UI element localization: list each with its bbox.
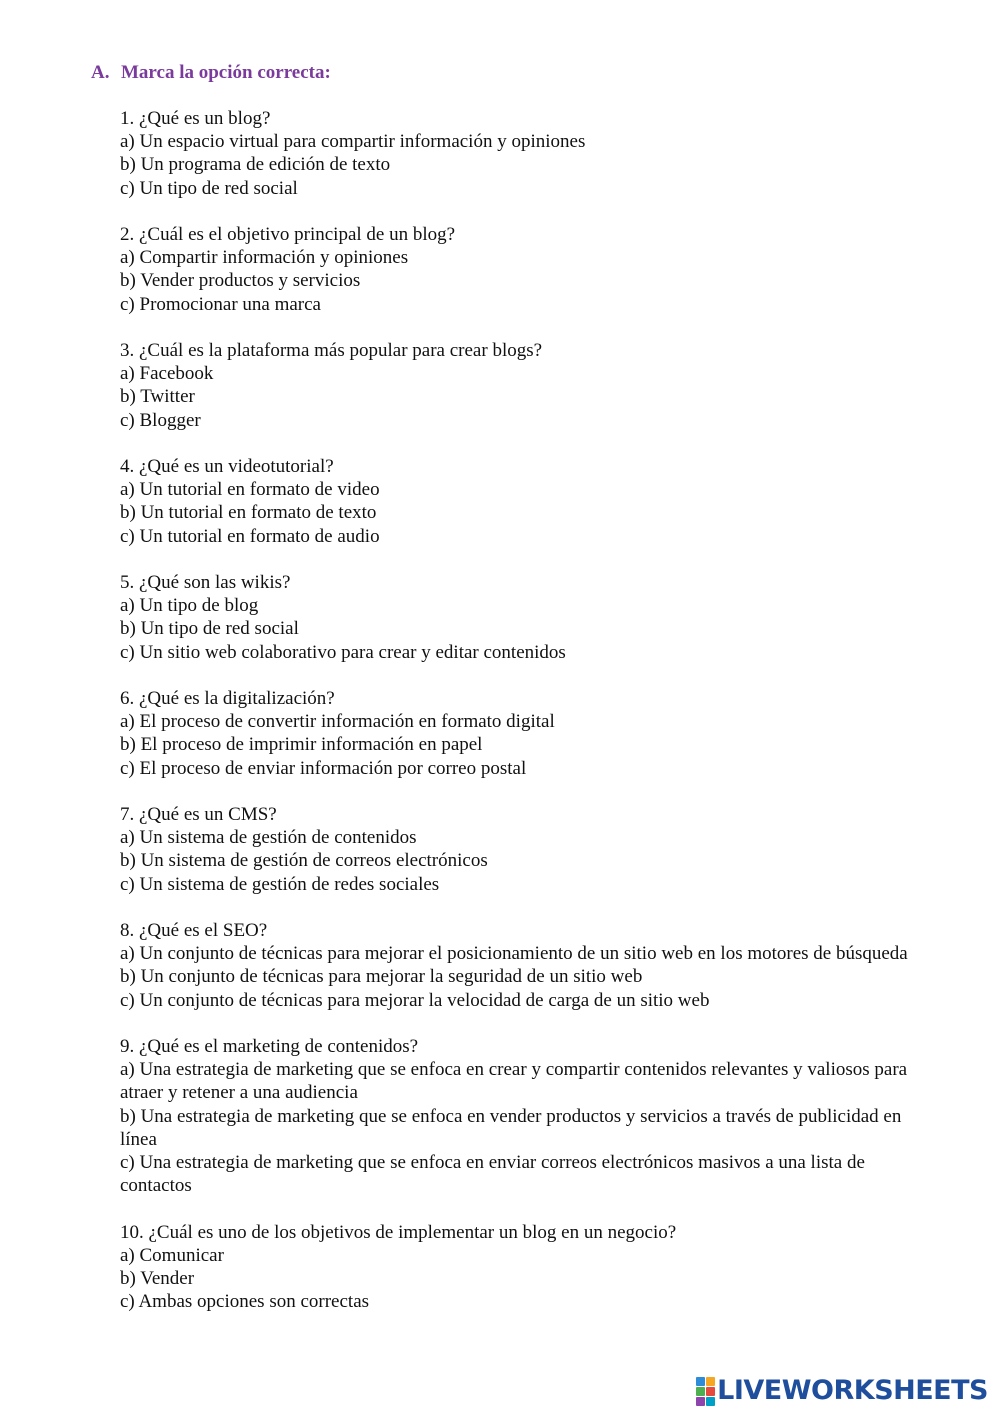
answer-option[interactable]: c) Una estrategia de marketing que se enfoca en enviar correos electrónicos masivos a una lista de contactos [120, 1152, 865, 1197]
answer-option[interactable]: a) Un espacio virtual para compartir información y opiniones [120, 131, 586, 153]
logo-block [696, 1377, 705, 1386]
question-prompt: 5. ¿Qué son las wikis? [120, 572, 291, 593]
answer-option[interactable]: c) El proceso de enviar información por correo postal [120, 757, 527, 779]
answer-option[interactable]: a) El proceso de convertir información en formato digital [120, 711, 555, 733]
answer-option[interactable]: c) Promocionar una marca [120, 293, 321, 315]
logo-text: LIVEWORKSHEETS [717, 1375, 988, 1406]
answer-option[interactable]: c) Blogger [120, 409, 201, 431]
answer-option[interactable]: c) Un tipo de red social [120, 177, 298, 199]
answer-option[interactable]: a) Un sistema de gestión de contenidos [120, 827, 417, 849]
logo-block [706, 1387, 715, 1396]
logo-block [706, 1397, 715, 1406]
logo-block [696, 1387, 705, 1396]
answer-option[interactable]: c) Ambas opciones son correctas [120, 1291, 370, 1313]
question-prompt: 10. ¿Cuál es uno de los objetivos de implementar un blog en un negocio? [120, 1221, 677, 1243]
answer-option[interactable]: b) Un tipo de red social [120, 618, 299, 640]
question-item [120, 223, 940, 316]
question-list [120, 107, 940, 1337]
question-prompt: 6. ¿Qué es la digitalización? [120, 688, 335, 709]
liveworksheets-logo [696, 1376, 988, 1406]
answer-option[interactable]: c) Un conjunto de técnicas para mejorar la velocidad de carga de un sitio web [120, 989, 710, 1011]
question-item [120, 803, 940, 896]
question-item [120, 687, 940, 780]
question-prompt: 4. ¿Qué es un videotutorial? [120, 456, 334, 477]
question-prompt: 7. ¿Qué es un CMS? [120, 804, 277, 825]
answer-option[interactable]: b) Vender [120, 1268, 195, 1290]
section-letter: A. [91, 62, 110, 83]
question-item [120, 919, 940, 1012]
question-item [120, 455, 940, 548]
logo-block [696, 1397, 705, 1406]
answer-option[interactable]: a) Compartir información y opiniones [120, 247, 409, 269]
answer-option[interactable]: a) Un tutorial en formato de video [120, 479, 380, 501]
answer-option[interactable]: b) El proceso de imprimir información en papel [120, 734, 483, 756]
question-prompt: 8. ¿Qué es el SEO? [120, 920, 268, 941]
answer-option[interactable]: b) Un programa de edición de texto [120, 154, 391, 176]
section-title: Marca la opción correcta: [121, 62, 331, 83]
answer-option[interactable]: a) Una estrategia de marketing que se enfoca en crear y compartir contenidos relevantes y valiosos para atraer y retener a una audiencia [120, 1059, 908, 1104]
logo-block [706, 1377, 715, 1386]
liveworksheets-logo-icon [696, 1377, 715, 1406]
answer-option[interactable]: a) Un tipo de blog [120, 595, 259, 617]
answer-option[interactable]: c) Un sistema de gestión de redes sociales [120, 873, 440, 895]
answer-option[interactable]: b) Un sistema de gestión de correos electrónicos [120, 850, 488, 872]
answer-option[interactable]: b) Un tutorial en formato de texto [120, 502, 377, 524]
question-prompt: 2. ¿Cuál es el objetivo principal de un blog? [120, 224, 456, 245]
section-heading [91, 60, 331, 86]
answer-option[interactable]: b) Twitter [120, 386, 195, 408]
question-prompt: 3. ¿Cuál es la plataforma más popular para crear blogs? [120, 340, 543, 361]
question-prompt: 1. ¿Qué es un blog? [120, 108, 271, 129]
question-item [120, 107, 940, 200]
question-item [120, 1221, 940, 1314]
question-item [120, 339, 940, 432]
answer-option[interactable]: c) Un sitio web colaborativo para crear y editar contenidos [120, 641, 566, 663]
answer-option[interactable]: a) Facebook [120, 363, 214, 385]
question-item [120, 571, 940, 664]
answer-option[interactable]: c) Un tutorial en formato de audio [120, 525, 380, 547]
answer-option[interactable]: b) Vender productos y servicios [120, 270, 361, 292]
answer-option[interactable]: a) Un conjunto de técnicas para mejorar el posicionamiento de un sitio web en los motores de búsqueda [120, 943, 908, 965]
answer-option[interactable]: a) Comunicar [120, 1244, 224, 1266]
answer-option[interactable]: b) Una estrategia de marketing que se enfoca en vender productos y servicios a través de publicidad en línea [120, 1105, 902, 1150]
question-item [120, 1035, 940, 1197]
question-prompt: 9. ¿Qué es el marketing de contenidos? [120, 1036, 419, 1057]
answer-option[interactable]: b) Un conjunto de técnicas para mejorar la seguridad de un sitio web [120, 966, 643, 988]
